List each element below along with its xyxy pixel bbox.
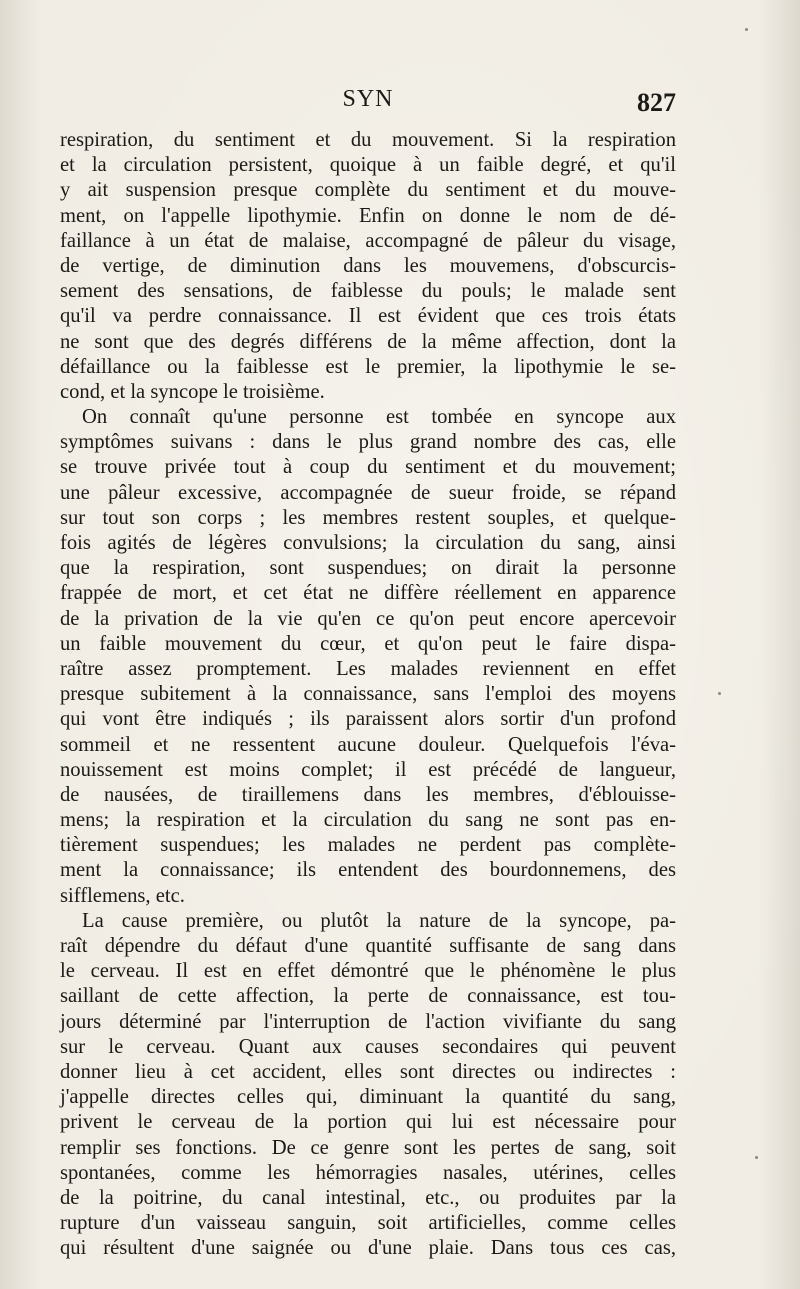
text-line: ne sont que des degrés différens de la même affection, dont la — [60, 330, 676, 353]
text-line: sommeil et ne ressentent aucune douleur. Quelquefois l'éva- — [60, 733, 676, 756]
show-through-text — [40, 40, 760, 80]
text-line: raît dépendre du défaut d'une quantité suffisante de sang dans — [60, 935, 676, 957]
paragraph — [60, 128, 676, 405]
text-line: La cause première, ou plutôt la nature de la syncope, pa- — [82, 909, 676, 932]
text-line: rupture d'un vaisseau sanguin, soit artificielles, comme celles — [60, 1212, 676, 1235]
text-line: le cerveau. Il est en effet démontré que le phénomène le plus — [60, 960, 676, 983]
text-line: de vertige, de diminution dans les mouvemens, d'obscurcis- — [60, 254, 676, 277]
paper-speck — [745, 28, 748, 31]
text-line: jours déterminé par l'interruption de l'action vivifiante du sang — [60, 1010, 676, 1033]
text-line: et la circulation persistent, quoique à un faible degré, et qu'il — [60, 154, 676, 177]
text-line: qui vont être indiqués ; ils paraissent alors sortir d'un profond — [60, 708, 676, 731]
text-line: saillant de cette affection, la perte de connaissance, est tou- — [60, 985, 676, 1008]
text-line: se trouve privée tout à coup du sentiment et du mouvement; — [60, 456, 676, 479]
text-line: j'appelle directes celles qui, diminuant la quantité du sang, — [60, 1086, 676, 1109]
text-line: spontanées, comme les hémorragies nasales, utérines, celles — [60, 1161, 676, 1184]
text-line: sement des sensations, de faiblesse du pouls; le malade sent — [60, 280, 676, 303]
paragraph — [60, 909, 676, 1262]
text-line: cond, et la syncope le troisième. — [60, 380, 325, 403]
paper-speck — [755, 1156, 758, 1159]
text-line: On connaît qu'une personne est tombée en syncope aux — [82, 406, 676, 429]
text-line: nouissement est moins complet; il est précédé de langueur, — [60, 758, 676, 781]
text-line: de nausées, de tiraillemens dans les membres, d'éblouisse- — [60, 783, 676, 806]
text-line: défaillance ou la faiblesse est le premier, la lipothymie le se- — [60, 355, 676, 378]
text-line: de la poitrine, du canal intestinal, etc., ou produites par la — [60, 1186, 676, 1209]
paragraph — [60, 405, 676, 909]
text-line: remplir ses fonctions. De ce genre sont les pertes de sang, soit — [60, 1136, 676, 1159]
page-header — [60, 86, 676, 120]
text-line: fois agités de légères convulsions; la circulation du sang, ainsi — [60, 532, 676, 554]
text-line: raître assez promptement. Les malades reviennent en effet — [60, 657, 676, 680]
text-line: sifflemens, etc. — [60, 884, 185, 907]
text-line: que la respiration, sont suspendues; on dirait la personne — [60, 557, 676, 580]
text-line: frappée de mort, et cet état ne diffère réellement en apparence — [60, 582, 676, 605]
text-line: donner lieu à cet accident, elles sont directes ou indirectes : — [60, 1060, 676, 1083]
text-line: une pâleur excessive, accompagnée de sueur froide, se répand — [60, 481, 676, 504]
text-line: ment, on l'appelle lipothymie. Enfin on donne le nom de dé- — [60, 204, 676, 227]
text-line: qui résultent d'une saignée ou d'une plaie. Dans tous ces cas, — [60, 1237, 676, 1260]
text-line: qu'il va perdre connaissance. Il est évident que ces trois états — [60, 305, 676, 328]
text-line: ment la connaissance; ils entendent des bourdonnemens, des — [60, 859, 676, 882]
text-line: mens; la respiration et la circulation du sang ne sont pas en- — [60, 809, 676, 832]
text-line: faillance à un état de malaise, accompagné de pâleur du visage, — [60, 229, 676, 252]
text-line: sur le cerveau. Quant aux causes secondaires qui peuvent — [60, 1035, 676, 1058]
text-line: privent le cerveau de la portion qui lui est nécessaire pour — [60, 1111, 676, 1134]
text-line: de la privation de la vie qu'en ce qu'on peut encore apercevoir — [60, 607, 676, 630]
text-line: un faible mouvement du cœur, et qu'on peut le faire dispa- — [60, 632, 676, 655]
text-line: sur tout son corps ; les membres restent souples, et quelque- — [60, 506, 676, 529]
running-head: SYN — [342, 86, 394, 112]
text-line: respiration, du sentiment et du mouvement. Si la respiration — [60, 129, 676, 151]
paper-speck — [718, 692, 721, 695]
text-line: y ait suspension presque complète du sentiment et du mouve- — [60, 179, 676, 202]
page-number: 827 — [637, 88, 676, 117]
text-line: tièrement suspendues; les malades ne perdent pas complète- — [60, 834, 676, 857]
body-text — [60, 128, 676, 1261]
text-line: symptômes suivans : dans le plus grand nombre des cas, elle — [60, 431, 676, 454]
text-line: presque subitement à la connaissance, sans l'emploi des moyens — [60, 683, 676, 706]
